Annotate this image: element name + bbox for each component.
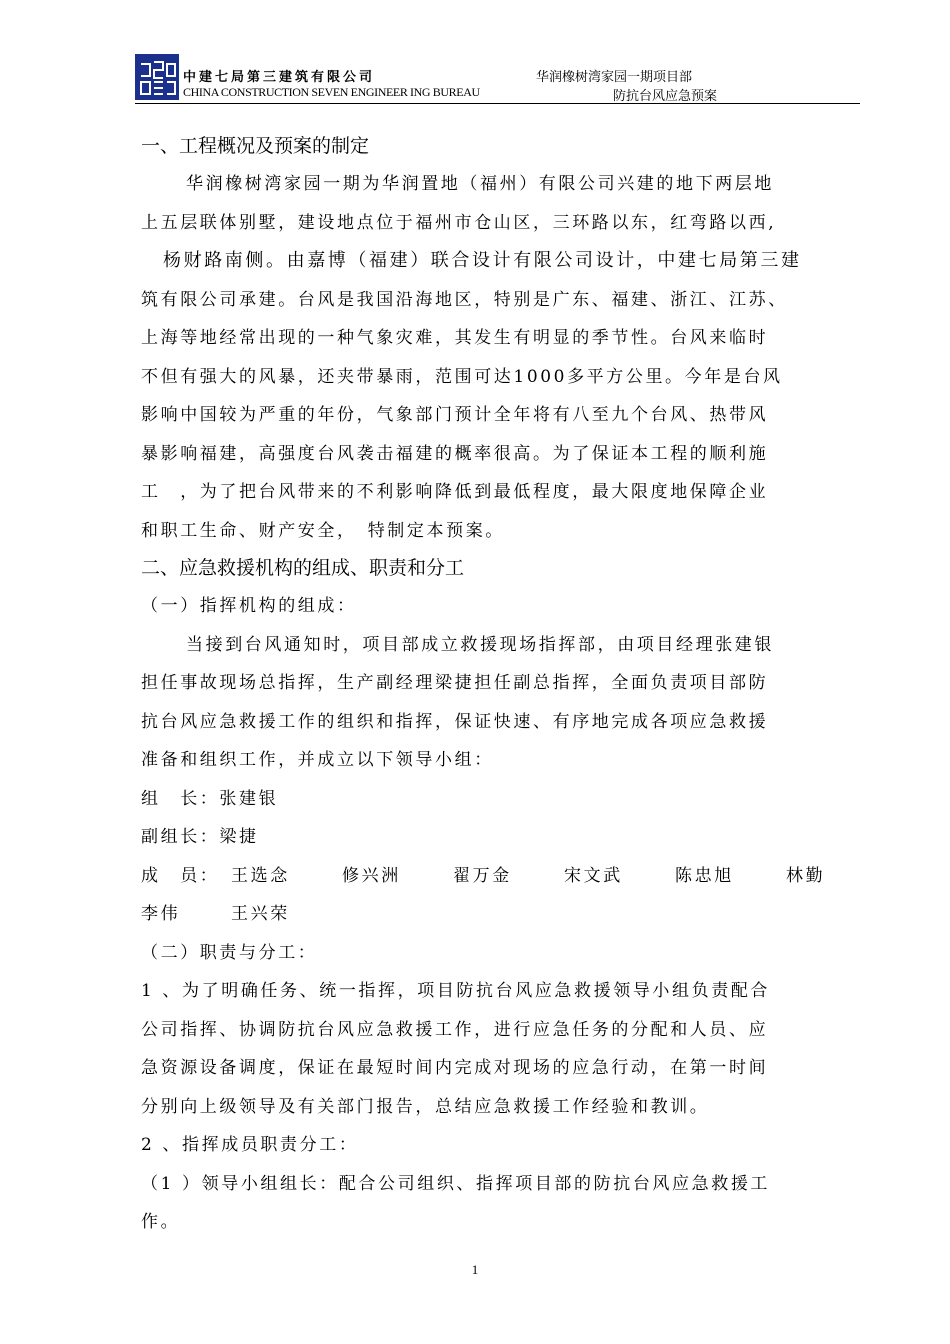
team-leader: 组 长：张建银: [141, 788, 279, 809]
paragraph-line: 作。: [141, 1212, 181, 1232]
paragraph-line: 杨财路南侧。由嘉博（福建）联合设计有限公司设计，中建七局第三建: [163, 250, 802, 271]
company-name-cn: 中建七局第三建筑有限公司: [183, 70, 376, 85]
subsection-heading: （一）指挥机构的组成：: [141, 596, 357, 616]
company-name-en: CHINA CONSTRUCTION SEVEN ENGINEER ING BUREAU: [183, 85, 480, 99]
member-name: 王兴荣: [231, 904, 290, 924]
member-name: 修兴洲: [342, 865, 401, 886]
section-1-heading: 一、工程概况及预案的制定: [141, 135, 370, 157]
member-name: 宋文武: [564, 865, 623, 886]
company-logo: [135, 54, 179, 100]
document-body: [141, 128, 859, 1242]
team-members-row: [141, 857, 859, 896]
member-name: 李伟: [141, 904, 181, 924]
member-name: 陈忠旭: [675, 865, 734, 886]
paragraph-line: 当接到台风通知时，项目部成立救援现场指挥部，由项目经理张建银: [186, 634, 774, 655]
paragraph-line: 工 ，为了把台风带来的不利影响降低到最低程度，最大限度地保障企业: [141, 482, 769, 502]
paragraph-line: 筑有限公司承建。台风是我国沿海地区，特别是广东、福建、浙江、江苏、: [141, 289, 788, 310]
page-number: 1: [471, 1262, 479, 1277]
paragraph-line: 影响中国较为严重的年份，气象部门预计全年将有八至九个台风、热带风: [141, 405, 769, 425]
section-2-heading: 二、应急救援机构的组成、职责和分工: [141, 557, 465, 579]
members-label: 成 员：: [141, 865, 220, 886]
paragraph-line: 分别向上级领导及有关部门报告，总结应急救援工作经验和教训。: [141, 1096, 710, 1117]
paragraph-line: 上海等地经常出现的一种气象灾难，其发生有明显的季节性。台风来临时: [141, 328, 769, 348]
paragraph-line: 公司指挥、协调防抗台风应急救援工作，进行应急任务的分配和人员、应: [141, 1019, 769, 1040]
subsection-heading: （二）职责与分工：: [141, 942, 318, 963]
member-name: 林勤: [786, 865, 826, 886]
project-name: 华润橡树湾家园一期项目部: [536, 70, 693, 85]
member-name: 王选念: [231, 865, 290, 886]
paragraph-line: 上五层联体别墅，建设地点位于福州市仓山区，三环路以东，红弯路以西,: [141, 212, 777, 233]
paragraph-line: 1 、为了明确任务、统一指挥，项目防抗台风应急救援领导小组负责配合: [141, 981, 771, 1001]
paragraph-line: （1 ）领导小组组长：配合公司组织、指挥项目部的防抗台风应急救援工: [141, 1173, 771, 1194]
member-name: 翟万金: [453, 865, 512, 886]
document-title: 防抗台风应急预案: [613, 89, 718, 104]
page-header: [135, 52, 860, 104]
paragraph-line: 准备和组织工作，并成立以下领导小组：: [141, 750, 494, 770]
paragraph-line: 担任事故现场总指挥，生产副经理梁捷担任副总指挥，全面负责项目部防: [141, 673, 769, 693]
paragraph-line: 抗台风应急救援工作的组织和指挥，保证快速、有序地完成各项应急救援: [141, 711, 769, 732]
paragraph-line: 暴影响福建，高强度台风袭击福建的概率很高。为了保证本工程的顺利施: [141, 443, 769, 464]
paragraph-line: 不但有强大的风暴，还夹带暴雨，范围可达1000多平方公里。今年是台风: [141, 366, 783, 387]
paragraph-line: 和职工生命、财产安全， 特制定本预案。: [141, 520, 505, 541]
paragraph-line: 2 、指挥成员职责分工：: [141, 1135, 359, 1155]
paragraph-line: 华润橡树湾家园一期为华润置地（福州）有限公司兴建的地下两层地: [186, 174, 774, 194]
paragraph-line: 急资源设备调度，保证在最短时间内完成对现场的应急行动，在第一时间: [141, 1058, 769, 1078]
team-members-row: [141, 895, 859, 934]
header-rule: [135, 103, 860, 104]
team-deputy: 副组长：梁捷: [141, 827, 259, 847]
